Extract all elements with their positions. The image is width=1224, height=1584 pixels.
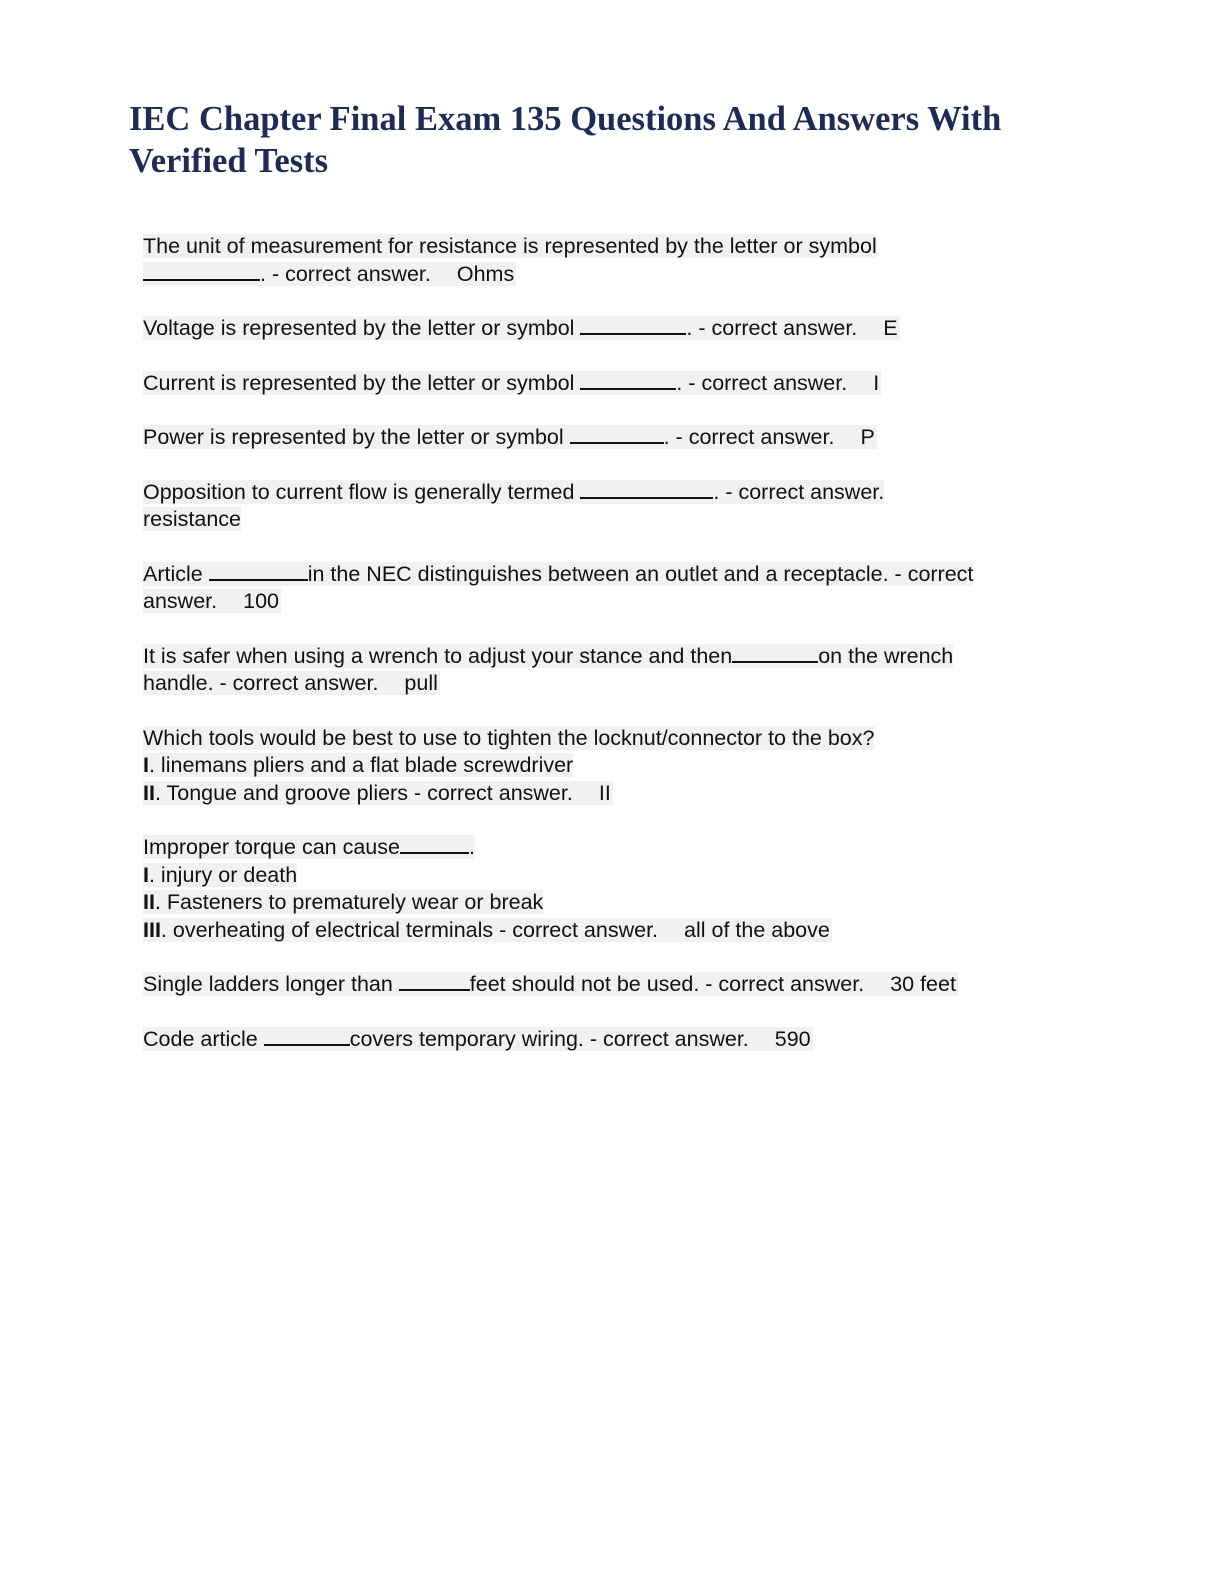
question-text: Code article [143, 1026, 264, 1051]
question-text: . [468, 835, 475, 859]
qa-item [143, 424, 1083, 452]
question-text: on the wrench [818, 643, 954, 668]
qa-item [143, 971, 1083, 999]
answer-text: pull [404, 671, 438, 695]
qa-item [143, 370, 1083, 398]
question-text: Voltage is represented by the letter or symbol [143, 316, 581, 340]
qa-list [143, 233, 1083, 1080]
question-text: Power is represented by the letter or symbol [143, 425, 570, 449]
option-number: I [143, 753, 149, 777]
answer-text: resistance [143, 507, 241, 531]
question-text: . - correct answer. [686, 316, 858, 340]
question-text: It is safer when using a wrench to adjust your stance and then [143, 643, 733, 668]
qa-item [143, 725, 1083, 808]
question-text: covers temporary wiring. - correct answer. [349, 1026, 749, 1051]
qa-item [143, 233, 1083, 288]
answer-text: 590 [774, 1026, 811, 1051]
question-text: Current is represented by the letter or symbol [143, 370, 581, 395]
answer-text: all of the above [684, 917, 830, 942]
option-number: I [143, 862, 149, 887]
answer-text: II [598, 780, 611, 805]
answer-blank [570, 442, 664, 444]
answer-text: P [860, 425, 875, 449]
question-text: handle. - correct answer. [143, 671, 379, 695]
answer-text: E [883, 316, 898, 340]
question-text: in the NEC distinguishes between an outlet and a receptacle. - correct [307, 561, 974, 586]
document-title: IEC Chapter Final Exam 135 Questions And Answers With Verified Tests [129, 100, 1002, 180]
answer-blank [143, 279, 260, 281]
answer-blank [580, 497, 713, 499]
option-text: . Tongue and groove pliers - correct answer. [154, 780, 573, 805]
answer-text: 30 feet [890, 972, 956, 996]
question-text: feet should not be used. - correct answer. [469, 972, 865, 996]
question-text: Article [143, 561, 209, 586]
question-text: Improper torque can cause [143, 835, 400, 859]
question-text: . - correct answer. [260, 261, 431, 286]
question-text: . - correct answer. [676, 370, 848, 395]
qa-item [143, 834, 1083, 944]
question-text: . - correct answer. [663, 425, 835, 449]
qa-item [143, 643, 1083, 698]
answer-blank [580, 388, 676, 390]
option-number: III [143, 917, 161, 942]
option-text: . overheating of electrical terminals - correct answer. [160, 917, 659, 942]
answer-blank [399, 989, 470, 991]
question-text: Which tools would be best to use to tighten the locknut/connector to the box? [143, 725, 875, 750]
qa-item [143, 479, 1083, 534]
answer-text: I [873, 370, 880, 395]
option-text: . linemans pliers and a flat blade screwdriver [148, 753, 574, 777]
question-text: Opposition to current flow is generally termed [143, 479, 581, 504]
answer-blank [209, 579, 308, 581]
answer-blank [732, 661, 818, 663]
question-text: . - correct answer. [713, 479, 885, 504]
option-text: . Fasteners to prematurely wear or break [154, 890, 544, 914]
answer-blank [400, 852, 469, 854]
qa-item [143, 561, 1083, 616]
option-number: II [143, 890, 155, 914]
qa-item [143, 1026, 1083, 1054]
answer-blank [580, 333, 686, 335]
answer-blank [264, 1044, 350, 1046]
question-text: answer. [143, 589, 218, 613]
option-text: . injury or death [148, 862, 298, 887]
question-text: The unit of measurement for resistance is represented by the letter or symbol [143, 234, 877, 258]
answer-text: Ohms [456, 261, 515, 286]
qa-item [143, 315, 1083, 343]
answer-text: 100 [243, 589, 279, 613]
question-text: Single ladders longer than [143, 972, 399, 996]
option-number: II [143, 780, 155, 805]
